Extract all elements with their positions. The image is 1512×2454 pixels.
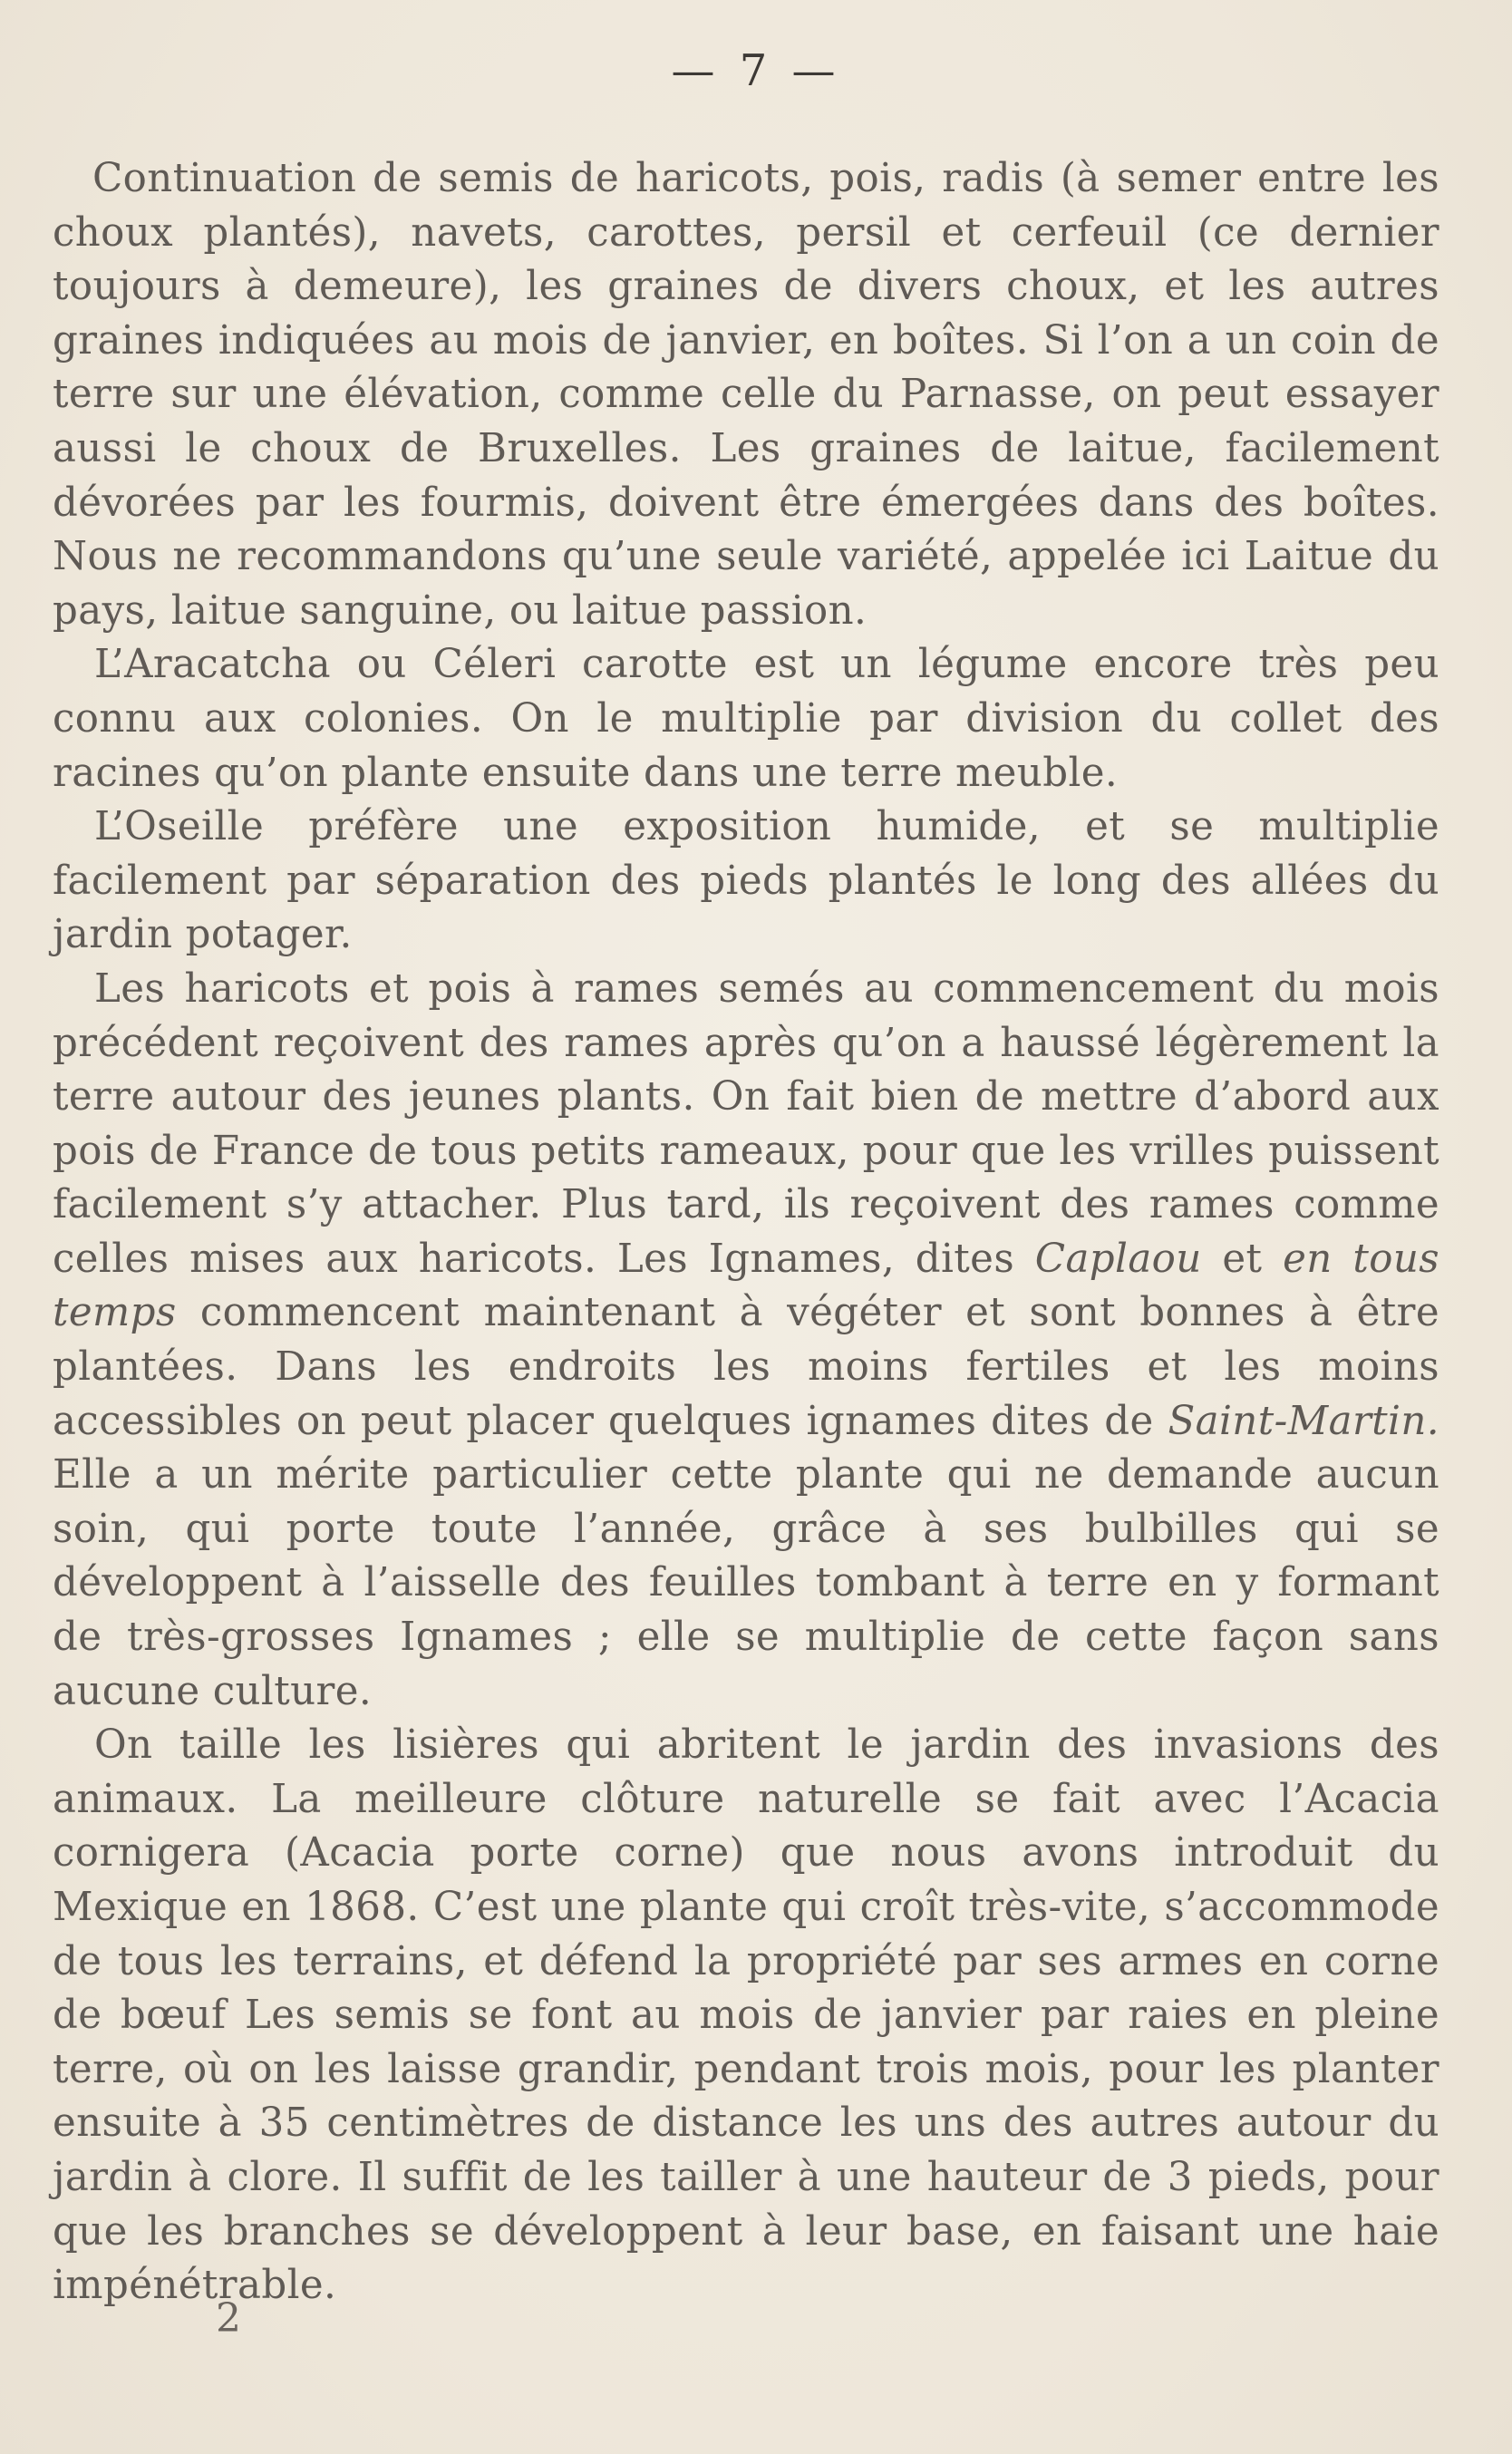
text-segment: et <box>1222 1236 1263 1282</box>
italic-caplaou: Caplaou <box>1034 1236 1202 1282</box>
text-segment: Les haricots et pois à rames semés au commencement du mois précédent reçoivent des rames après qu’on a haussé légèrement la terre autour des jeunes plants. On fait bien de mettre d’abord aux pois de France de tous petits rameaux, pour que les vrilles puissent facilement s’y attacher. Plus tard, ils reçoivent des rames comme celles mises aux haricots. Les Ignames, dites <box>53 965 1439 1282</box>
paragraph-aracatcha: L’Aracatcha ou Céleri carotte est un légume encore très peu connu aux colonies. On le multiplie par division du collet des racines qu’on plante ensuite dans une terre meuble. <box>53 642 1439 796</box>
paragraph-oseille: L’Oseille préfère une exposition humide, et se multiplie facilement par séparation des pieds plantés le long des allées du jardin potager. <box>53 804 1439 958</box>
text-segment: commencent maintenant à végéter et sont bonnes à être plantées. Dans les endroits les moins fertiles et les moins accessibles on peut placer quelques ignames dites de <box>53 1290 1439 1444</box>
paragraph-haricots-ignames <box>53 963 1439 1719</box>
italic-en-tous-temps: en tous temps <box>53 1236 1439 1336</box>
italic-saint-martin: Saint-Martin. <box>1168 1398 1439 1444</box>
paragraph-sowing: Continuation de semis de haricots, pois, radis (à semer entre les choux plantés), navets, carottes, persil et cerfeuil (ce dernier toujours à demeure), les graines de divers choux, et les autres graines indiquées au mois de janvier, en boîtes. Si l’on a un coin de terre sur une élévation, comme celle du Parnasse, on peut essayer aussi le choux de Bruxelles. Les graines de laitue, facilement dévorées par les fourmis, doivent être émergées dans des boîtes. Nous ne recommandons qu’une seule variété, appelée ici Laitue du pays, laitue sanguine, ou laitue passion. <box>53 156 1439 634</box>
text-segment: Elle a un mérite particulier cette plante qui ne demande aucun soin, qui porte toute l’année, grâce à ses bulbilles qui se développent à l’aisselle des feuilles tombant à terre en y formant de très-grosses Ignames ; elle se multiplie de cette façon sans aucune culture. <box>53 1452 1439 1714</box>
page-number: — 7 — <box>671 45 841 96</box>
paragraph-lisieres: On taille les lisières qui abritent le jardin des invasions des animaux. La meilleure clôture naturelle se fait avec l’Acacia cornigera (Acacia porte corne) que nous avons introduit du Mexique en 1868. C’est une plante qui croît très-vite, s’accommode de tous les terrains, et défend la propriété par ses armes en corne de bœuf Les semis se font au mois de janvier par raies en pleine terre, où on les laisse grandir, pendant trois mois, pour les planter ensuite à 35 centimètres de distance les uns des autres autour du jardin à clore. Il suffit de les tailler à une hauteur de 3 pieds, pour que les branches se développent à leur base, en faisant une haie impénétrable. <box>53 1722 1439 2309</box>
signature-mark: 2 <box>216 2295 241 2342</box>
body-text <box>53 152 1439 2313</box>
